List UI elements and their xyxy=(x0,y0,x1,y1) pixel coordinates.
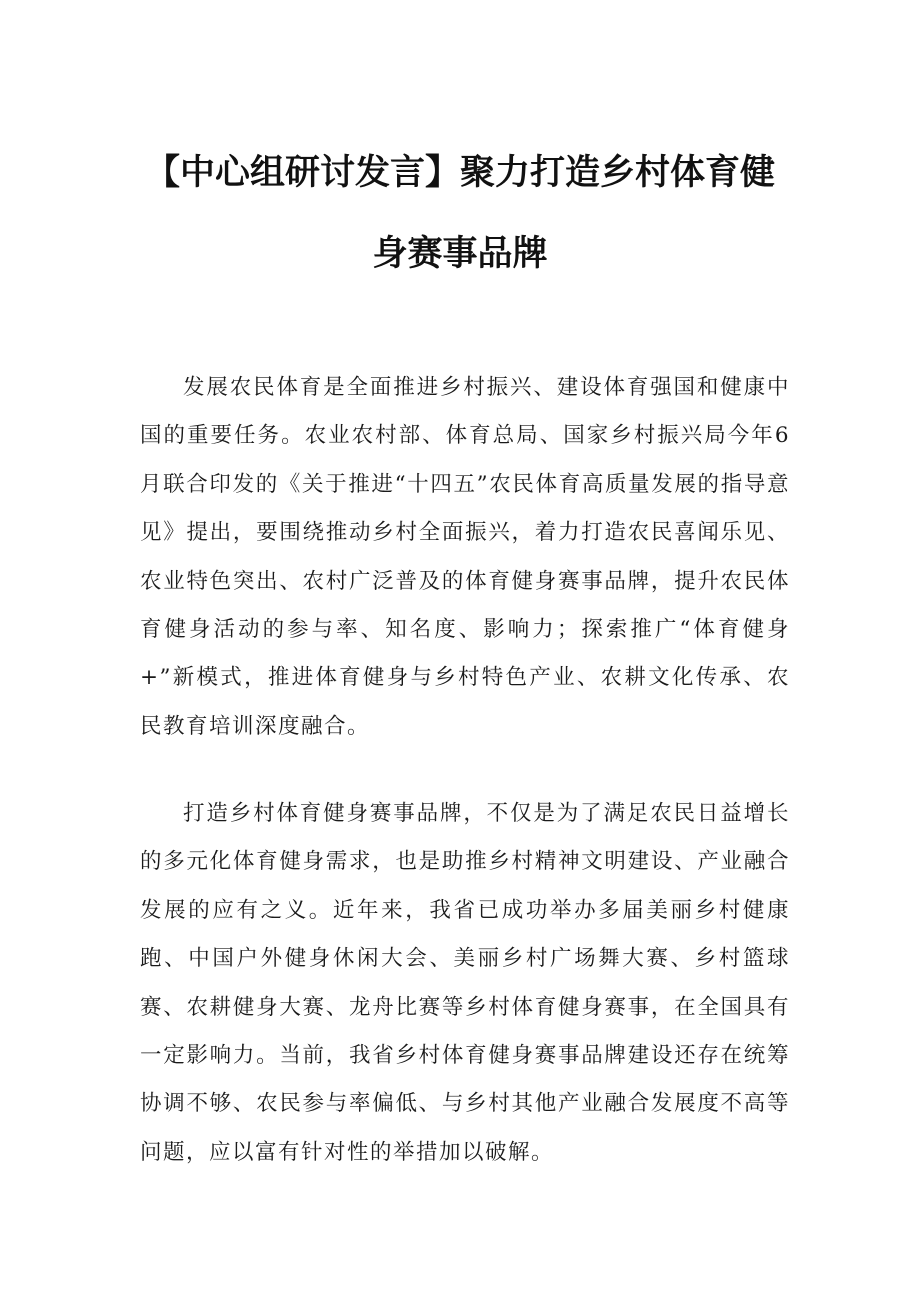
body-paragraph-1: 发展农民体育是全面推进乡村振兴、建设体育强国和健康中国的重要任务。农业农村部、体育总局、国家乡村振兴局今年6月联合印发的《关于推进“十四五”农民体育高质量发展的指导意见》提出，要围绕推动乡村全面振兴，着力打造农民喜闻乐见、农业特色突出、农村广泛普及的体育健身赛事品牌，提升农民体育健身活动的参与率、知名度、影响力；探索推广“体育健身+”新模式，推进体育健身与乡村特色产业、农耕文化传承、农民教育培训深度融合。 xyxy=(140,375,790,739)
document-title-line-1: 【中心组研讨发言】聚力打造乡村体育健 xyxy=(144,153,775,193)
body-paragraph-2: 打造乡村体育健身赛事品牌，不仅是为了满足农民日益增长的多元化体育健身需求，也是助推乡村精神文明建设、产业融合发展的应有之义。近年来，我省已成功举办多届美丽乡村健康跑、中国户外健身休闲大会、美丽乡村广场舞大赛、乡村篮球赛、农耕健身大赛、龙舟比赛等乡村体育健身赛事，在全国具有一定影响力。当前，我省乡村体育健身赛事品牌建设还存在统筹协调不够、农民参与率偏低、与乡村其他产业融合发展度不高等问题，应以富有针对性的举措加以破解。 xyxy=(140,801,790,1165)
document-title-line-2: 身赛事品牌 xyxy=(372,234,548,274)
